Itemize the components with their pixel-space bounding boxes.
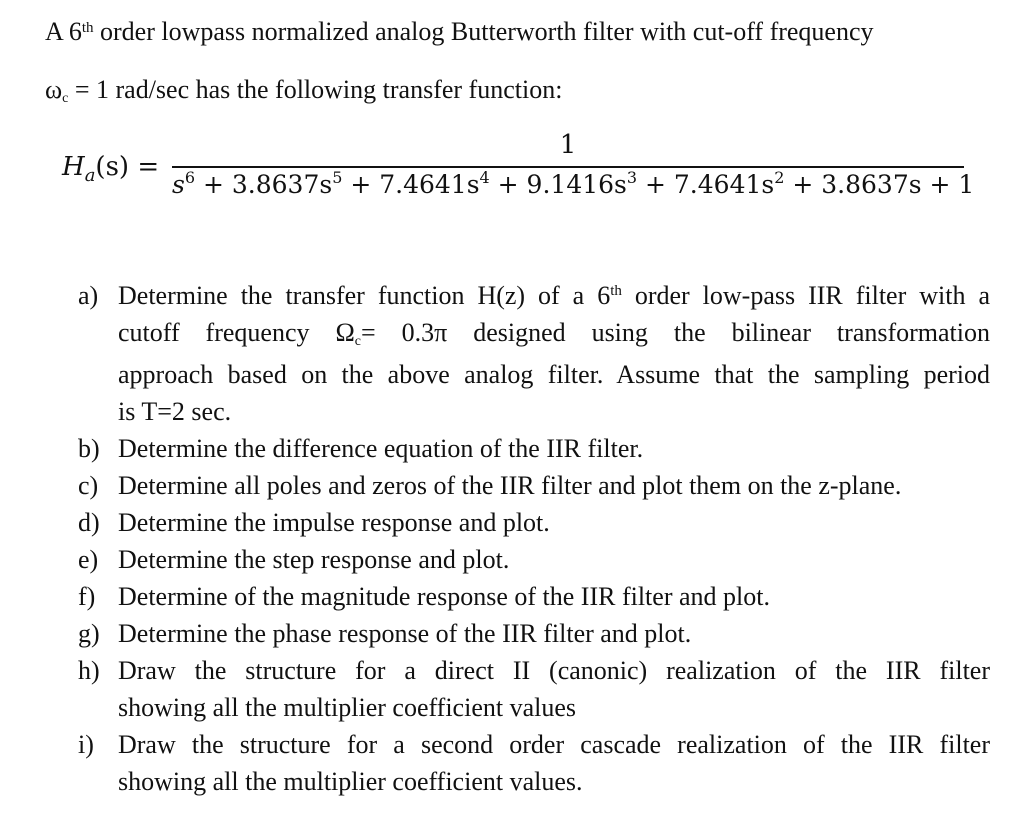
omega-symbol: ω	[45, 75, 63, 104]
equation-numerator: 1	[559, 130, 577, 160]
question-i-line-1: Draw the structure for a second order cascade realization of the IIR filter	[118, 730, 990, 759]
question-i	[78, 726, 990, 800]
marker-h: h)	[78, 656, 100, 685]
transfer-function-equation	[62, 128, 975, 208]
den-term-4: + 9.1416s	[489, 170, 627, 199]
den-exp-5: 2	[774, 168, 785, 187]
question-f-text: Determine of the magnitude response of the IIR filter and plot.	[118, 582, 770, 611]
lhs-subscript: a	[84, 165, 96, 186]
den-term-3: + 7.4641s	[342, 170, 480, 199]
question-e	[78, 541, 990, 578]
question-i-line-2: showing all the multiplier coefficient values.	[118, 767, 583, 796]
intro-text-a: A 6	[45, 17, 82, 46]
intro-line-1	[45, 14, 1005, 50]
equation-denominator	[172, 168, 975, 199]
den-term-5: + 7.4641s	[637, 170, 775, 199]
question-a-line-4: is T=2 sec.	[118, 397, 232, 426]
den-exp-1: 6	[184, 168, 196, 187]
marker-i: i)	[78, 730, 94, 759]
question-list	[78, 277, 990, 800]
question-h-line-1: Draw the structure for a direct II (canonic) realization of the IIR filter	[118, 656, 990, 685]
den-term-1: s	[172, 170, 185, 199]
question-d-text: Determine the impulse response and plot.	[118, 508, 550, 537]
den-term-2: + 3.8637s	[195, 170, 333, 199]
intro-line-2	[45, 72, 562, 113]
question-b	[78, 430, 990, 467]
marker-c: c)	[78, 471, 99, 500]
intro-text-b: order lowpass normalized analog Butterworth filter with cut-off frequency	[93, 17, 874, 46]
intro-line2-text: = 1 rad/sec has the following transfer function:	[68, 75, 563, 104]
den-exp-4: 3	[626, 168, 638, 187]
question-a-subscript: c	[354, 334, 361, 349]
question-c	[78, 467, 990, 504]
question-a-line-1	[118, 277, 990, 314]
question-d	[78, 504, 990, 541]
question-a-text-1a: Determine the transfer function H(z) of a 6	[118, 281, 611, 310]
question-a-superscript: th	[610, 283, 622, 299]
marker-a: a)	[78, 281, 99, 310]
fraction-bar	[172, 166, 964, 168]
omega-subscript: c	[62, 91, 69, 106]
equation-lhs	[62, 152, 160, 186]
question-f	[78, 578, 990, 615]
question-g-text: Determine the phase response of the IIR filter and plot.	[118, 619, 692, 648]
den-exp-2: 5	[332, 168, 343, 187]
question-a-line-2	[118, 314, 990, 356]
lhs-h: H	[62, 152, 85, 182]
intro-superscript: th	[81, 20, 94, 36]
marker-e: e)	[78, 545, 99, 574]
question-b-text: Determine the difference equation of the IIR filter.	[118, 434, 644, 463]
question-a-text-1b: order low-pass IIR filter with a	[621, 281, 990, 310]
question-a	[78, 277, 990, 430]
question-a-line-3: approach based on the above analog filter. Assume that the sampling period	[118, 360, 990, 389]
question-g	[78, 615, 990, 652]
question-a-text-2a: cutoff frequency Ω	[118, 318, 355, 347]
question-c-text: Determine all poles and zeros of the IIR filter and plot them on the z-plane.	[118, 471, 902, 500]
den-exp-3: 4	[479, 168, 490, 187]
question-e-text: Determine the step response and plot.	[118, 545, 510, 574]
marker-d: d)	[78, 508, 100, 537]
question-a-text-2b: = 0.3π designed using the bilinear transformation	[361, 318, 991, 347]
question-h	[78, 652, 990, 726]
lhs-rest: (s) =	[95, 152, 160, 182]
marker-f: f)	[78, 582, 96, 611]
den-term-6: + 3.8637s + 1	[784, 170, 975, 199]
question-h-line-2: showing all the multiplier coefficient values	[118, 693, 577, 722]
marker-g: g)	[78, 619, 100, 648]
marker-b: b)	[78, 434, 100, 463]
